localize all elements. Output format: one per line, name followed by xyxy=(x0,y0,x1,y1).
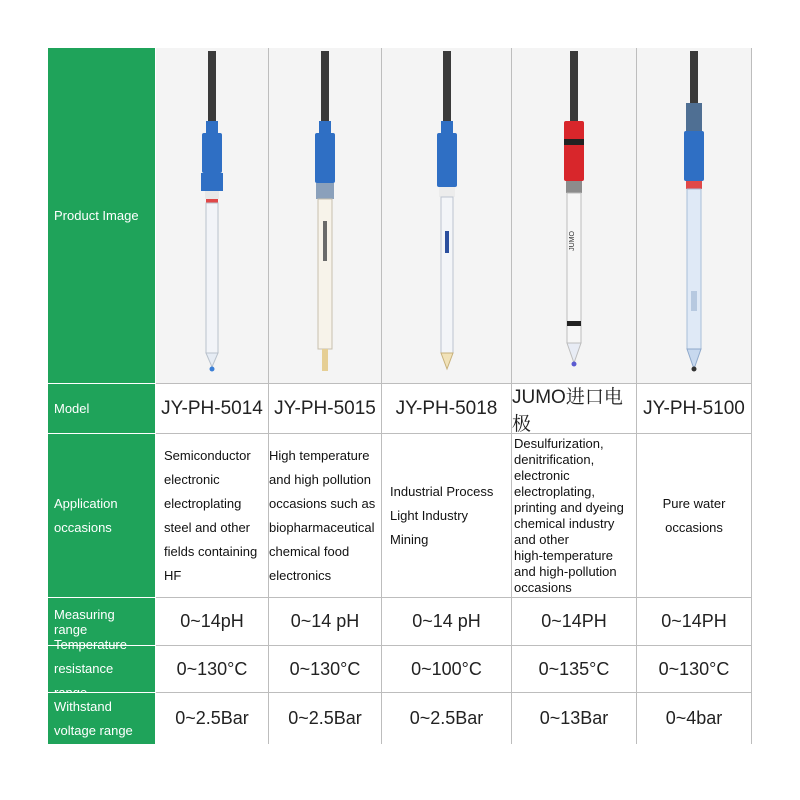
application-line: chemical industry xyxy=(514,515,615,531)
application-line: electronic xyxy=(514,467,570,483)
model-3: JY-PH-5018 xyxy=(382,384,512,434)
application-2 xyxy=(269,434,382,598)
application-line: printing and dyeing xyxy=(514,499,624,515)
product-image-1 xyxy=(156,48,269,384)
application-line: Light Industry xyxy=(390,507,469,523)
svg-text:JUMO: JUMO xyxy=(569,230,576,251)
measuring-range-1: 0~14pH xyxy=(156,598,269,646)
model-5: JY-PH-5100 xyxy=(637,384,752,434)
header-label: Model xyxy=(54,401,90,416)
application-line: biopharmaceutical xyxy=(269,519,375,535)
temperature-range-5: 0~130°C xyxy=(637,646,752,693)
header-label: Withstand xyxy=(54,698,112,714)
application-line: HF xyxy=(164,567,182,583)
application-line: Industrial Process xyxy=(390,483,494,499)
application-line: and high pollution xyxy=(269,471,371,487)
withstand-range-4: 0~13Bar xyxy=(512,693,637,744)
withstand-range-2: 0~2.5Bar xyxy=(269,693,382,744)
header-label: Measuring range xyxy=(54,606,115,637)
application-line: electroplating, xyxy=(514,483,595,499)
header-product-image xyxy=(48,48,156,384)
model-1: JY-PH-5014 xyxy=(156,384,269,434)
header-label: Application xyxy=(54,495,118,511)
header-label: resistance xyxy=(54,661,114,676)
model-2: JY-PH-5015 xyxy=(269,384,382,434)
application-line: steel and other xyxy=(164,519,251,535)
measuring-range-4: 0~14PH xyxy=(512,598,637,646)
application-line: High temperature xyxy=(269,447,370,463)
ph-electrode-blue-cap-icon xyxy=(674,51,714,381)
application-line: electronic xyxy=(164,471,220,487)
header-label: Product Image xyxy=(54,208,139,223)
header-application xyxy=(48,434,156,598)
header-label: occasions xyxy=(54,519,112,535)
ph-electrode-blue-cap-icon xyxy=(192,51,232,381)
header-temperature-range xyxy=(48,637,156,693)
application-line: fields containing xyxy=(164,543,258,559)
application-line: Mining xyxy=(390,531,429,547)
model-4: JUMO进口电极 xyxy=(512,384,637,434)
temperature-range-1: 0~130°C xyxy=(156,646,269,693)
application-line: Semiconductor xyxy=(164,447,251,463)
ph-electrode-red-cap-icon xyxy=(554,51,594,381)
application-line: occasions xyxy=(514,579,572,595)
application-line: occasions xyxy=(665,519,723,535)
header-label: Temperature xyxy=(54,637,127,652)
application-line: high-temperature xyxy=(514,547,613,563)
measuring-range-2: 0~14 pH xyxy=(269,598,382,646)
application-line: Pure water xyxy=(662,495,726,511)
application-line: occasions such as xyxy=(269,495,376,511)
application-line: denitrification, xyxy=(514,451,595,467)
measuring-range-5: 0~14PH xyxy=(637,598,752,646)
application-3 xyxy=(382,434,512,598)
withstand-range-1: 0~2.5Bar xyxy=(156,693,269,744)
product-image-2 xyxy=(269,48,382,384)
application-line: electronics xyxy=(269,567,332,583)
product-image-3 xyxy=(382,48,512,384)
ph-electrode-blue-cap-icon xyxy=(305,51,345,381)
application-line: electroplating xyxy=(164,495,242,511)
application-line: and high-pollution xyxy=(514,563,617,579)
temperature-range-3: 0~100°C xyxy=(382,646,512,693)
application-line: and other xyxy=(514,531,569,547)
application-4 xyxy=(512,434,637,598)
header-withstand-range xyxy=(48,693,156,744)
temperature-range-2: 0~130°C xyxy=(269,646,382,693)
application-5 xyxy=(637,434,752,598)
comparison-table xyxy=(48,48,752,744)
temperature-range-4: 0~135°C xyxy=(512,646,637,693)
withstand-range-3: 0~2.5Bar xyxy=(382,693,512,744)
application-1 xyxy=(156,434,269,598)
header-model xyxy=(48,384,156,434)
application-line: chemical food xyxy=(269,543,350,559)
ph-electrode-blue-cap-icon xyxy=(427,51,467,381)
product-image-5 xyxy=(637,48,752,384)
measuring-range-3: 0~14 pH xyxy=(382,598,512,646)
product-image-4 xyxy=(512,48,637,384)
header-label: voltage range xyxy=(54,722,133,738)
application-line: Desulfurization, xyxy=(514,435,604,451)
withstand-range-5: 0~4bar xyxy=(637,693,752,744)
